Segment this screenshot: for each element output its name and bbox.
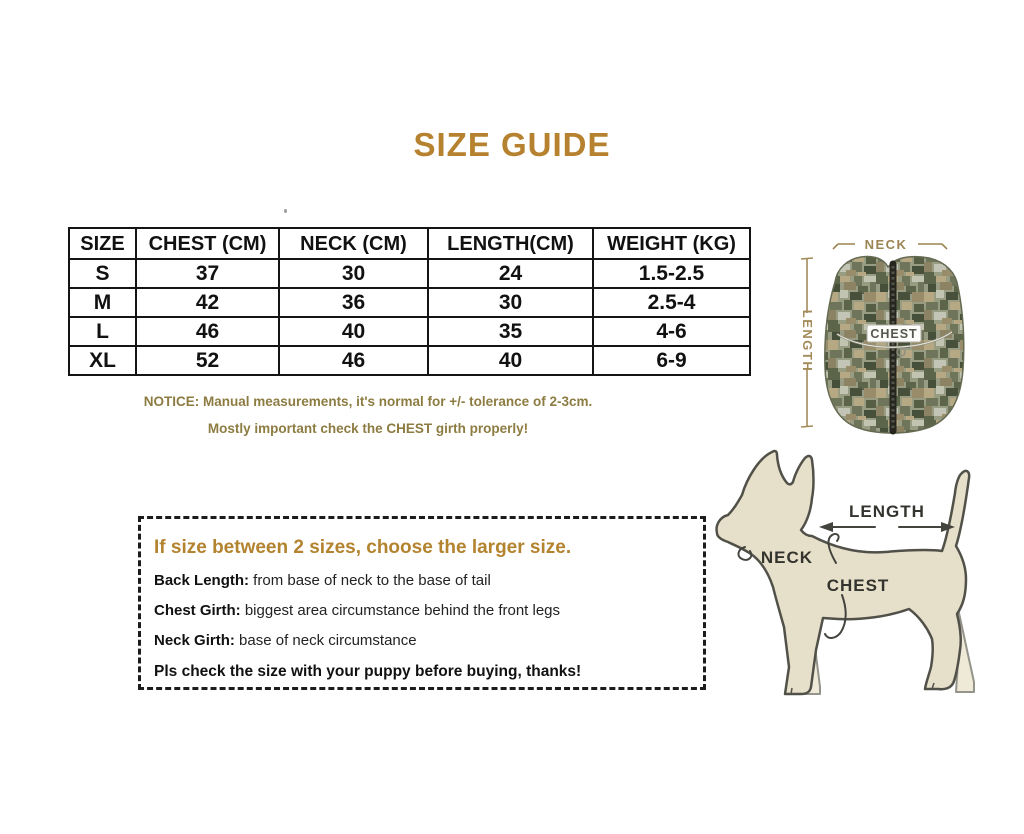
size-table bbox=[68, 227, 751, 376]
cell-length: 40 bbox=[428, 346, 593, 375]
dog-length-label: LENGTH bbox=[849, 502, 925, 521]
notice-block bbox=[68, 388, 668, 442]
size-table-header-row bbox=[69, 228, 750, 259]
dog-chest-label: CHEST bbox=[826, 576, 890, 595]
vest-chest-tag bbox=[867, 325, 921, 342]
tips-box bbox=[138, 516, 706, 690]
cell-chest: 52 bbox=[136, 346, 279, 375]
notice-line-1: NOTICE: Manual measurements, it's normal for +/- tolerance of 2-3cm. bbox=[143, 394, 593, 409]
cell-chest: 42 bbox=[136, 288, 279, 317]
page-title: SIZE GUIDE bbox=[413, 126, 611, 163]
dog-body bbox=[717, 451, 970, 694]
cell-size: L bbox=[69, 317, 136, 346]
table-row bbox=[69, 317, 750, 346]
cell-neck: 36 bbox=[279, 288, 428, 317]
cell-weight: 4-6 bbox=[593, 317, 750, 346]
tip-text: from base of neck to the base of tail bbox=[249, 572, 491, 589]
cell-weight: 1.5-2.5 bbox=[593, 259, 750, 288]
cell-size: S bbox=[69, 259, 136, 288]
cell-chest: 37 bbox=[136, 259, 279, 288]
tip-chest-girth bbox=[154, 602, 689, 619]
col-header-chest: CHEST (CM) bbox=[136, 228, 279, 259]
tip-back-length bbox=[154, 572, 689, 589]
dog-diagram bbox=[695, 445, 1015, 715]
tip-label: Chest Girth: bbox=[154, 602, 241, 619]
tip-text: biggest area circumstance behind the front legs bbox=[240, 602, 561, 619]
cell-weight: 2.5-4 bbox=[593, 288, 750, 317]
tip-label: Neck Girth: bbox=[154, 632, 235, 649]
vest-neck-label: NECK bbox=[864, 237, 908, 252]
notice-line-2: Mostly important check the CHEST girth properly! bbox=[207, 421, 529, 436]
tip-text: base of neck circumstance bbox=[234, 632, 417, 649]
cell-neck: 30 bbox=[279, 259, 428, 288]
cell-length: 30 bbox=[428, 288, 593, 317]
tips-headline: If size between 2 sizes, choose the larger size. bbox=[154, 537, 572, 558]
cell-length: 35 bbox=[428, 317, 593, 346]
col-header-neck: NECK (CM) bbox=[279, 228, 428, 259]
cell-length: 24 bbox=[428, 259, 593, 288]
cell-size: M bbox=[69, 288, 136, 317]
tip-label: Back Length: bbox=[154, 572, 250, 589]
table-row bbox=[69, 288, 750, 317]
cell-chest: 46 bbox=[136, 317, 279, 346]
cell-neck: 40 bbox=[279, 317, 428, 346]
tips-footer: Pls check the size with your puppy before buying, thanks! bbox=[154, 663, 582, 680]
dog-neck-label: NECK bbox=[760, 548, 814, 567]
cell-size: XL bbox=[69, 346, 136, 375]
col-header-length: LENGTH(CM) bbox=[428, 228, 593, 259]
cell-weight: 6-9 bbox=[593, 346, 750, 375]
stray-dot bbox=[284, 209, 287, 213]
table-row bbox=[69, 259, 750, 288]
tip-neck-girth bbox=[154, 632, 689, 649]
vest-chest-label: CHEST bbox=[870, 327, 918, 341]
table-row bbox=[69, 346, 750, 375]
col-header-weight: WEIGHT (KG) bbox=[593, 228, 750, 259]
vest-length-label: LENGTH bbox=[800, 309, 815, 373]
col-header-size: SIZE bbox=[69, 228, 136, 259]
vest-diagram bbox=[780, 228, 1010, 438]
cell-neck: 46 bbox=[279, 346, 428, 375]
